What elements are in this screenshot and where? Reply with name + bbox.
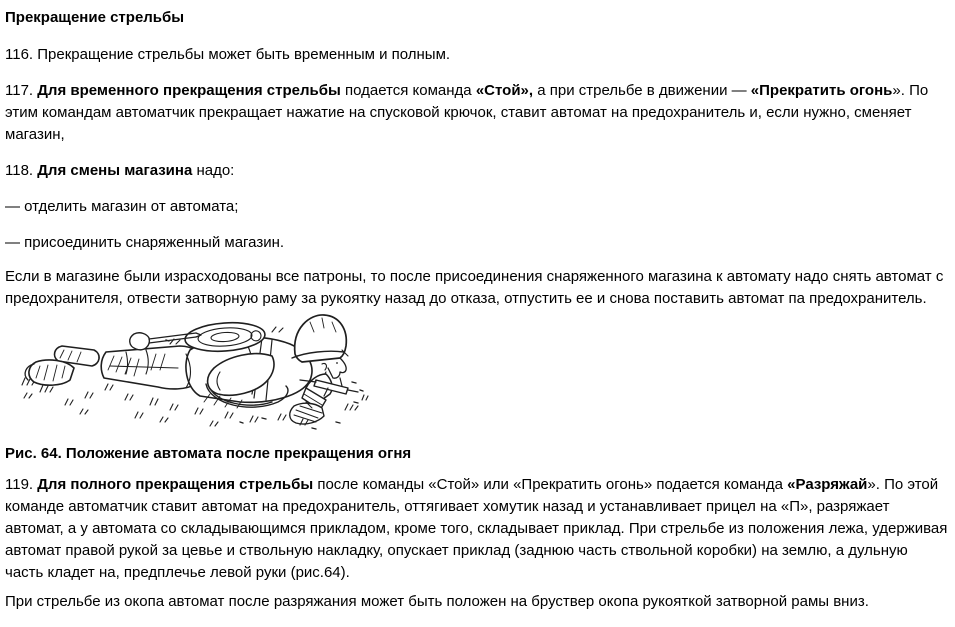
- paragraph-116: 116. Прекращение стрельбы может быть временным и полным.: [5, 46, 451, 63]
- text-segment: а при стрельбе в движении —: [533, 82, 751, 99]
- text-segment: ». По этим командам автоматчик прекращает нажатие на спусковой крючок, ставит автомат на предохранитель и, если нужно, сменяет магазин,: [5, 82, 929, 143]
- section-title: Прекращение стрельбы: [5, 9, 185, 26]
- bold-command-stop: «Стой»,: [475, 82, 534, 99]
- figure-caption: Рис. 64. Положение автомата после прекращения огня: [5, 445, 412, 462]
- paragraph-119: [5, 474, 950, 584]
- text-segment: 117.: [5, 82, 38, 99]
- bold-temporary-cease: Для временного прекращения стрельбы: [37, 82, 341, 99]
- text-segment: 118.: [5, 162, 38, 179]
- text-segment: после команды «Стой» или «Прекратить огонь» подается команда: [313, 476, 788, 493]
- bold-command-unload: «Разряжай: [787, 476, 868, 493]
- figure-64: [5, 310, 950, 465]
- list-item-attach-magazine: — присоединить снаряженный магазин.: [5, 234, 285, 251]
- list-item-detach-magazine: — отделить магазин от автомата;: [5, 198, 239, 215]
- text-segment: подается команда: [340, 82, 476, 99]
- paragraph-117: [5, 80, 950, 146]
- soldier-prone-illustration: [10, 310, 370, 435]
- text-segment: 119.: [5, 476, 38, 493]
- hand: [290, 402, 324, 424]
- paragraph-reload: Если в магазине были израсходованы все патроны, то после присоединения снаряженного магазина к автомату надо снять автомат с предохранителя, отвести затворную раму за рукоятку назад до отказа, отпустить ее и снова поставить автомат па предохранитель.: [5, 268, 944, 307]
- text-segment: ». По этой команде автоматчик ставит автомат на предохранитель, оттягивает хомутик назад и устанавливает прицел на «П», разряжает автомат, а у автомата со складывающимся прикладом, кроме того, складывает приклад. При стрельбе из положения лежа, удерживая автомат правой рукой за цевье и ствольную накладку, опускает приклад (заднюю часть ствольной коробки) на землю, а дульную часть кладет на, предплечье левой руки (рис.64).: [5, 476, 948, 581]
- bold-magazine-change: Для смены магазина: [37, 162, 193, 179]
- paragraph-118: [5, 160, 950, 182]
- bold-full-cease: Для полного прекращения стрельбы: [37, 476, 314, 493]
- text-segment: надо:: [192, 162, 235, 179]
- paragraph-trench: При стрельбе из окопа автомат после разряжания может быть положен на бруствер окопа рукояткой затворной рамы вниз.: [5, 593, 869, 610]
- bold-command-cease-fire: «Прекратить огонь: [750, 82, 893, 99]
